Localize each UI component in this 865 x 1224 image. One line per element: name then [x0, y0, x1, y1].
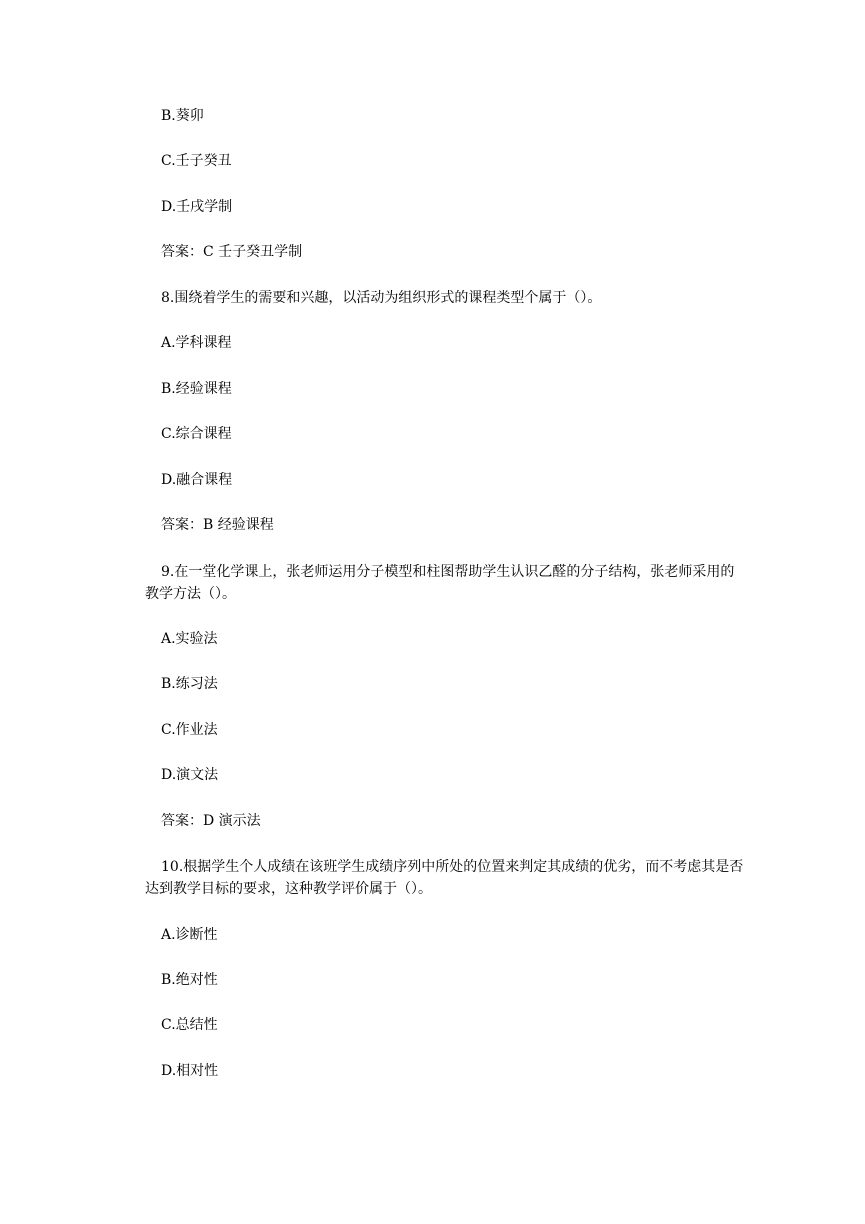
q9-option-a: A.实验法: [161, 631, 218, 647]
q8-option-c: C.综合课程: [161, 426, 232, 442]
question-9-stem: 9.在一堂化学课上，张老师运用分子模型和柱图帮助学生认识乙醛的分子结构，张老师采用的教学方法（）。: [145, 564, 735, 602]
option-b: B.葵卯: [161, 108, 204, 124]
q8-option-d: D.融合课程: [161, 472, 233, 488]
answer-line: 答案：C 壬子癸丑学制: [161, 244, 303, 260]
question-8-stem: 8.围绕着学生的需要和兴趣，以活动为组织形式的课程类型个属于（）。: [161, 290, 602, 306]
option-d: D.壬戌学制: [161, 199, 233, 215]
q9-answer: 答案：D 演示法: [161, 813, 261, 829]
q10-option-a: A.诊断性: [161, 927, 218, 943]
option-c: C.壬子癸丑: [161, 153, 232, 169]
q9-option-c: C.作业法: [161, 722, 218, 738]
q9-option-d: D.演文法: [161, 767, 219, 783]
q8-option-a: A.学科课程: [161, 335, 232, 351]
q10-option-b: B.绝对性: [161, 972, 218, 988]
q8-answer: 答案：B 经验课程: [161, 517, 274, 533]
question-10-stem: 10.根据学生个人成绩在该班学生成绩序列中所处的位置来判定其成绩的优劣，而不考虑其是否达到教学目标的要求，这种教学评价属于（）。: [145, 859, 744, 897]
q8-option-b: B.经验课程: [161, 381, 232, 397]
q10-option-c: C.总结性: [161, 1017, 218, 1033]
q9-option-b: B.练习法: [161, 676, 218, 692]
q10-option-d: D.相对性: [161, 1063, 219, 1079]
